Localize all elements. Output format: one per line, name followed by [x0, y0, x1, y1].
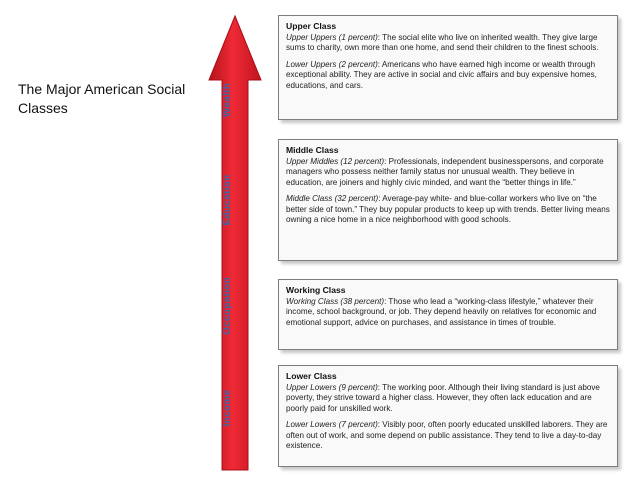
axis-label-education: Education	[222, 174, 233, 226]
class-title: Lower Class	[286, 371, 337, 381]
entry-text: : The working poor. Although their living standard is just above poverty, they strive toward a higher class. However, they often lack education and are poorly paid for unskilled work.	[286, 382, 600, 413]
entry-name: Upper Middles (12 percent)	[286, 156, 385, 166]
entry-text: : Those who lead a “working-class lifestyle,” whatever their income, school background, or job. They depend heavily on relatives for economic and emotional support, advice on purchases, and assistance in times of trouble.	[286, 296, 597, 327]
axis-label-wealth: Wealth	[222, 82, 233, 118]
class-title: Working Class	[286, 285, 346, 295]
class-card-middle	[278, 139, 618, 261]
axis-label-income: Income	[222, 389, 233, 427]
entry-name: Upper Lowers (9 percent)	[286, 382, 378, 392]
entry-name: Upper Uppers (1 percent)	[286, 32, 378, 42]
class-title: Middle Class	[286, 145, 339, 155]
class-entry	[286, 194, 610, 226]
entry-text: : Americans who have earned high income or wealth through exceptional ability. They are active in social and civic affairs and buy expensive homes, educations, and cars.	[286, 59, 597, 90]
entry-text: : Average-pay white- and blue-collar workers who live on “the better side of town.” They buy popular products to keep up with trends. Better living means owning a nice home in a nice neighborhood with good schools.	[286, 194, 610, 224]
class-entry	[286, 157, 610, 189]
class-entry	[286, 383, 610, 415]
axis-label-occupation: Occupation	[222, 277, 233, 336]
class-card-upper	[278, 15, 618, 120]
entry-name: Lower Lowers (7 percent)	[286, 420, 378, 429]
slide-title: The Major American Social Classes	[18, 81, 186, 116]
class-entry	[286, 60, 610, 92]
class-card-lower	[278, 365, 618, 467]
entry-name: Lower Uppers (2 percent)	[286, 59, 378, 69]
class-entry	[286, 33, 610, 54]
class-card-working	[278, 279, 618, 350]
entry-text: : Professionals, independent businesspersons, and corporate managers who possess neither family status nor unusual wealth. They believe in education, are joiners and highly civic minded, and want the “better things in life.”	[286, 156, 604, 187]
entry-text: : Visibly poor, often poorly educated unskilled laborers. They are often out of work, and some depend on public assistance. They tend to live a day-to-day existence.	[286, 420, 608, 450]
entry-name: Working Class (38 percent)	[286, 296, 385, 306]
class-entry	[286, 420, 610, 452]
entry-name: Middle Class (32 percent)	[286, 194, 379, 203]
entry-text: : The social elite who live on inherited wealth. They give large sums to charity, own more than one home, and send their children to the finest schools.	[286, 32, 599, 52]
class-title: Upper Class	[286, 21, 337, 31]
class-entry	[286, 297, 610, 329]
